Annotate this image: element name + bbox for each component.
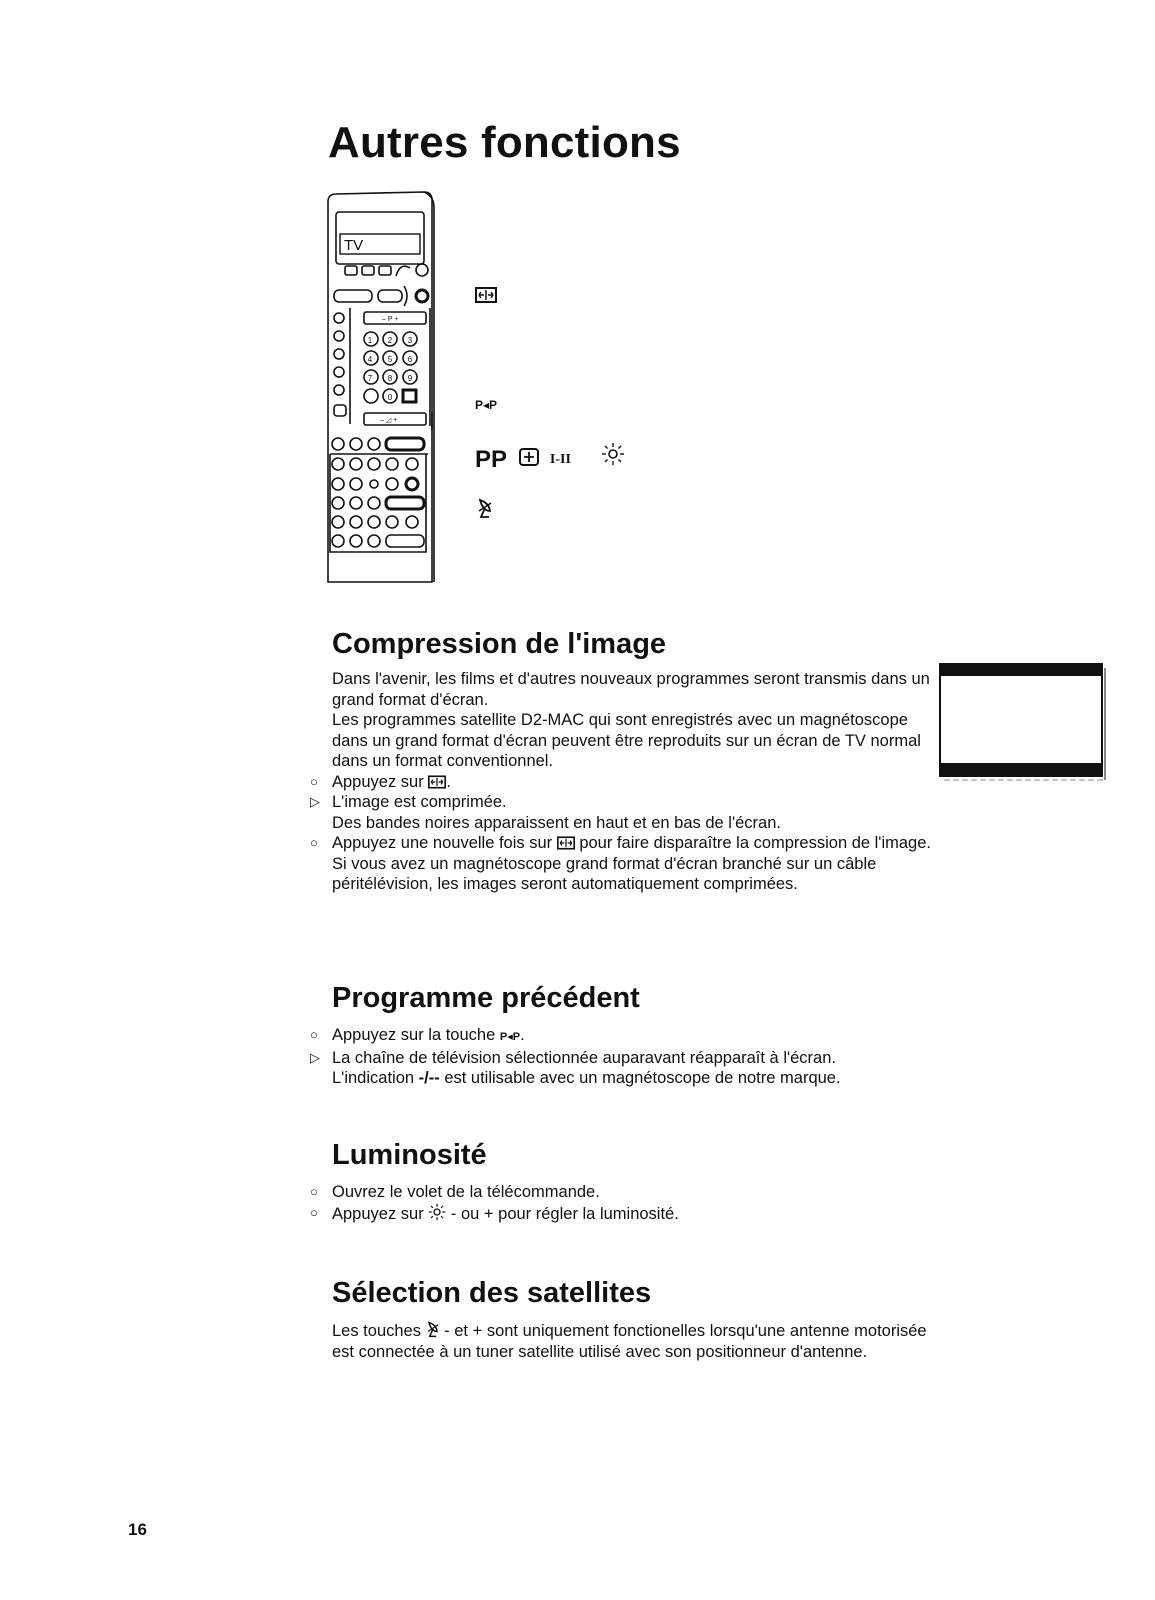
svg-text:4: 4 <box>367 355 373 364</box>
digit-entry-key-label: -/-- <box>418 1069 440 1087</box>
section-heading: Compression de l'image <box>332 628 667 660</box>
paragraph: Les programmes satellite D2-MAC qui sont enregistrés avec un magnétoscope dans un grand format d'écran peuvent être reproduits sur un écran de TV normal dans un format conventionnel. <box>332 711 921 770</box>
section-compression <box>310 628 932 895</box>
satellite-dish-icon <box>477 497 493 519</box>
wide-screen-compress-icon <box>428 775 446 789</box>
list-item: ○ Appuyez sur - ou + pour régler la luminosité. <box>310 1204 679 1223</box>
list-item: ▷ L'image est comprimée. <box>310 793 507 811</box>
pp-label: PP <box>475 445 508 473</box>
svg-text:8: 8 <box>387 374 393 383</box>
svg-text:3: 3 <box>407 336 413 345</box>
section-heading: Luminosité <box>332 1139 487 1171</box>
list-item: ○ Ouvrez le volet de la télécommande. <box>310 1183 600 1201</box>
result-arrow-icon: ▷ <box>310 1049 320 1065</box>
wide-screen-compress-icon <box>475 287 497 303</box>
pxp-key-label: P◂P <box>499 1031 521 1043</box>
section-heading: Sélection des satellites <box>332 1277 652 1309</box>
satellite-dish-icon <box>426 1320 440 1338</box>
step-bullet-icon: ○ <box>310 1027 318 1042</box>
section-previous-programme <box>310 982 932 1089</box>
page-title: Autres fonctions <box>328 118 681 167</box>
paragraph: L'indication -/-- est utilisable avec un magnétoscope de notre marque. <box>332 1069 841 1087</box>
step-bullet-icon: ○ <box>310 835 318 850</box>
svg-text:1: 1 <box>367 336 373 345</box>
list-item: ○ Appuyez une nouvelle fois sur pour faire disparaître la compression de l'image. <box>310 834 931 852</box>
list-item: ▷ La chaîne de télévision sélectionnée auparavant réapparaît à l'écran. <box>310 1048 836 1067</box>
pxp-legend-label: P◂P <box>475 398 498 412</box>
step-bullet-icon: ○ <box>310 773 318 789</box>
list-item: ○ Appuyez sur la touche P◂P. <box>310 1026 525 1044</box>
page-number: 16 <box>128 1520 147 1539</box>
svg-text:5: 5 <box>387 355 393 364</box>
svg-text:6: 6 <box>407 355 413 364</box>
list-item: ○ Appuyez sur . <box>310 772 451 791</box>
section-satellite-selection <box>332 1277 932 1362</box>
step-bullet-icon: ○ <box>310 1184 318 1199</box>
mono-stereo-label: I-II <box>549 451 571 467</box>
sun-icon <box>601 442 625 466</box>
sun-icon <box>428 1203 446 1221</box>
paragraph: Si vous avez un magnétoscope grand format d'écran branché sur un câble péritélévision, les images seront automatiquement comprimées. <box>332 854 877 893</box>
svg-text:0: 0 <box>387 393 393 402</box>
step-bullet-icon: ○ <box>310 1204 318 1220</box>
section-heading: Programme précédent <box>332 982 640 1014</box>
paragraph: Les touches - et + sont uniquement fonctionelles lorsqu'une antenne motorisée est connectée à un tuner satellite utilisé avec son positionneur d'antenne. <box>332 1322 927 1361</box>
letterbox-screen-illustration <box>938 662 1108 784</box>
svg-text:– P +: – P + <box>382 316 399 323</box>
svg-text:9: 9 <box>407 374 413 383</box>
svg-text:2: 2 <box>387 336 393 345</box>
svg-text:– ◿ +: – ◿ + <box>380 417 398 424</box>
section-brightness <box>310 1139 932 1224</box>
pp-legend-row <box>475 442 625 474</box>
paragraph: Des bandes noires apparaissent en haut et en bas de l'écran. <box>332 813 781 832</box>
result-arrow-icon: ▷ <box>310 794 320 809</box>
svg-text:7: 7 <box>367 374 373 383</box>
plus-box-icon <box>519 448 539 466</box>
remote-display-label: TV <box>344 237 364 254</box>
wide-screen-compress-icon <box>557 836 575 850</box>
paragraph: Dans l'avenir, les films et d'autres nouveaux programmes seront transmis dans un grand format d'écran. <box>332 670 930 709</box>
remote-control-illustration <box>326 190 450 584</box>
